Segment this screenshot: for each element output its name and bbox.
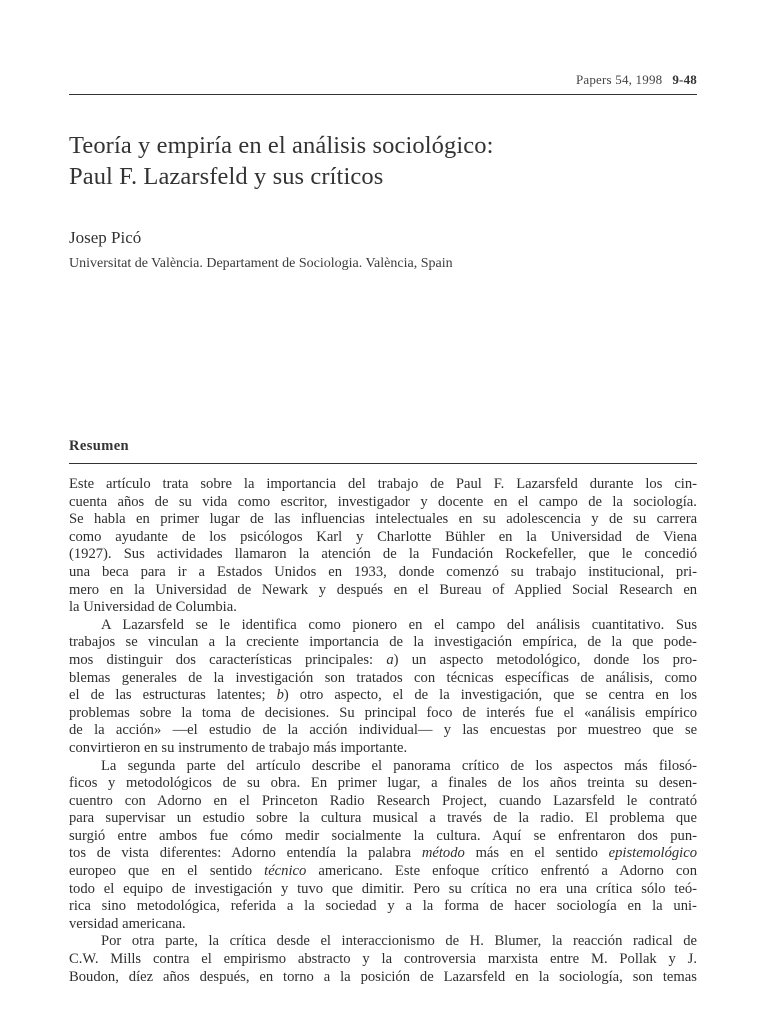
abstract-line: tos de vista diferentes: Adorno entendía la palabra método más en el sentido epistemológico <box>69 845 697 862</box>
running-header <box>69 72 697 95</box>
abstract-body <box>69 476 697 986</box>
abstract-line: versidad americana. <box>69 915 186 932</box>
abstract-line: Este artículo trata sobre la importancia del trabajo de Paul F. Lazarsfeld durante los cin- <box>69 476 697 492</box>
abstract-line: A Lazarsfeld se le identifica como pionero en el campo del análisis cuantitativo. Sus <box>101 616 697 633</box>
abstract-line: convirtieron en su instrumento de trabajo más importante. <box>69 739 408 756</box>
abstract-line: blemas generales de la investigación son tratados con técnicas específicas de análisis, como <box>69 669 697 686</box>
section-heading-resumen: Resumen <box>69 438 697 464</box>
abstract-line: para supervisar un estudio sobre la cultura musical a través de la radio. El problema que <box>69 810 697 827</box>
abstract-line: Se habla en primer lugar de las influencias intelectuales en su adolescencia y de su carrera <box>69 511 697 528</box>
abstract-line: europeo que en el sentido técnico americano. Este enfoque crítico enfrentó a Adorno con <box>69 863 697 880</box>
abstract-line: de la acción» —el estudio de la acción individual— y las encuestas por muestreo que se <box>69 722 697 739</box>
abstract-line: (1927). Sus actividades llamaron la atención de la Fundación Rockefeller, que le concedió <box>69 546 697 563</box>
author-name: Josep Picó <box>69 228 142 247</box>
abstract-line: cuenta años de su vida como escritor, investigador y docente en el campo de la sociología. <box>69 493 697 510</box>
abstract-line: ficos y metodológicos de su obra. En primer lugar, a finales de los años treinta su desen- <box>69 775 697 792</box>
abstract-line: como ayudante de los psicólogos Karl y Charlotte Bühler en la Universidad de Viena <box>69 528 697 545</box>
abstract-line: problemas sobre la toma de decisiones. Su principal foco de interés fue el «análisis empírico <box>69 704 697 721</box>
abstract-line: cuentro con Adorno en el Princeton Radio Research Project, cuando Lazarsfeld le contrató <box>69 792 697 809</box>
abstract-line: La segunda parte del artículo describe el panorama crítico de los aspectos más filosó- <box>101 757 697 774</box>
journal-citation: Papers 54, 1998 <box>575 72 663 87</box>
author-affiliation: Universitat de València. Departament de Sociologia. València, Spain <box>69 256 453 271</box>
article-title <box>69 130 709 192</box>
title-line-2: Paul F. Lazarsfeld y sus críticos <box>69 163 384 190</box>
abstract-line: rica sino metodológica, referida a la sociedad y a la forma de hacer sociología en la uni- <box>69 898 697 915</box>
abstract-line: trabajos se vinculan a la creciente importancia de la investigación empírica, de la que pode- <box>69 634 697 651</box>
abstract-line: todo el equipo de investigación y tuvo que dimitir. Pero su crítica no era una crítica sólo teó- <box>69 880 697 897</box>
abstract-line: una beca para ir a Estados Unidos en 1933, donde comenzó su trabajo institucional, pri- <box>69 563 697 580</box>
page-range: 9-48 <box>672 72 697 87</box>
abstract-line: mero en la Universidad de Newark y después en el Bureau of Applied Social Research en <box>69 581 697 598</box>
abstract-line: Boudon, díez años después, en torno a la posición de Lazarsfeld en la sociología, son temas <box>69 968 697 985</box>
abstract-line: C.W. Mills contra el empirismo abstracto y la controversia marxista entre M. Pollak y J. <box>69 951 697 968</box>
abstract-line: Por otra parte, la crítica desde el interaccionismo de H. Blumer, la reacción radical de <box>101 933 697 950</box>
title-line-1: Teoría y empiría en el análisis sociológico: <box>69 132 494 159</box>
abstract-line: surgió entre ambos fue cómo medir socialmente la cultura. Aquí se enfrentaron dos pun- <box>69 827 697 844</box>
abstract-line: la Universidad de Columbia. <box>69 599 237 616</box>
abstract-line: el de las estructuras latentes; b) otro aspecto, el de la investigación, que se centra en los <box>69 687 697 704</box>
abstract-line: mos distinguir dos características principales: a) un aspecto metodológico, donde los pro- <box>69 651 697 668</box>
